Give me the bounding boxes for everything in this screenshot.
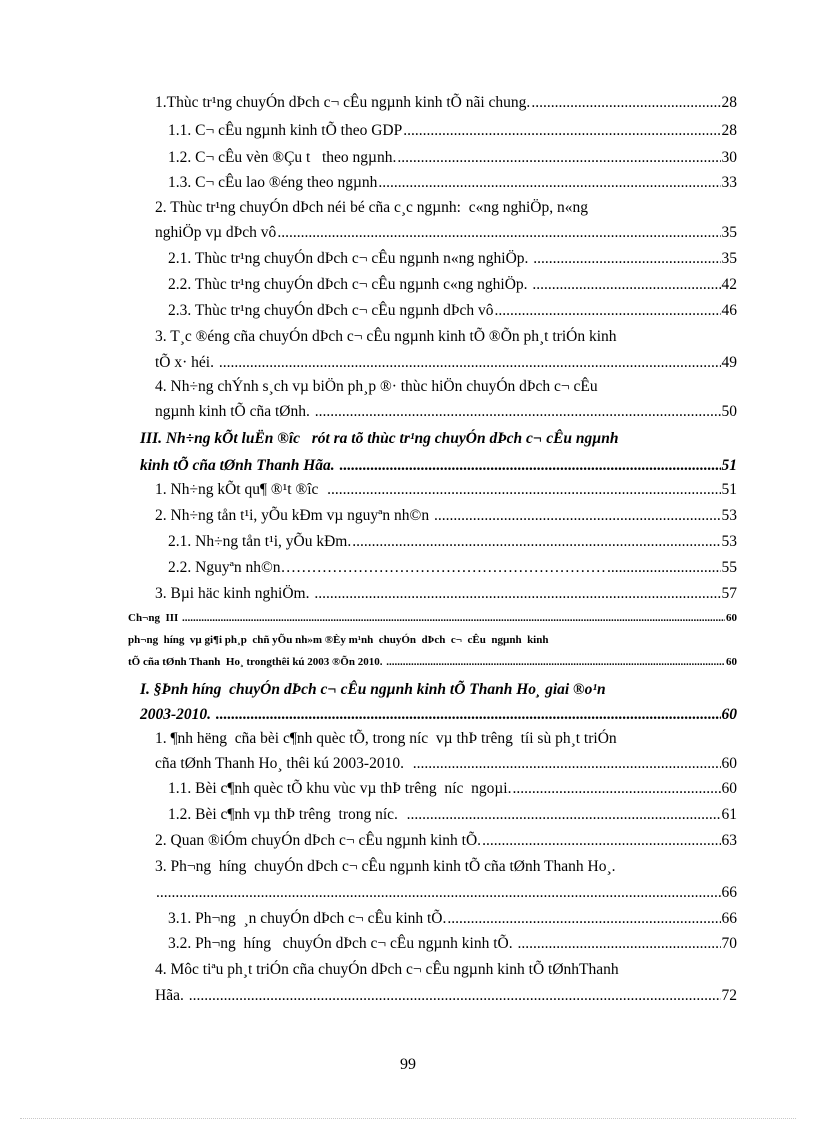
toc-section-heading[interactable] bbox=[0, 424, 816, 454]
toc-page-number: 60 bbox=[721, 706, 737, 723]
toc-page-number: 51 bbox=[721, 481, 737, 498]
toc-entry[interactable] bbox=[0, 116, 816, 146]
toc-page-number: 70 bbox=[721, 935, 737, 952]
toc-entry-text: 4. Nh÷ng chÝnh s¸ch vµ biÖn ph¸p ®· thùc hiÖn chuyÓn dÞch c¬ cÊu bbox=[155, 378, 598, 395]
toc-entry-text: 2. Quan ®iÓm chuyÓn dÞch c¬ cÊu ngµnh kinh tÕ. bbox=[155, 832, 482, 849]
toc-entry-text: 1. ¶nh hëng cña bèi c¶nh quèc tÕ, trong níc vµ thÞ trêng tíi sù ph¸t triÓn bbox=[155, 730, 617, 747]
toc-page-number: 66 bbox=[721, 884, 737, 901]
toc-page-number: 51 bbox=[721, 457, 737, 474]
toc-chapter-entry[interactable] bbox=[0, 607, 816, 629]
toc-entry-text: 2.2. Thùc tr¹ng chuyÓn dÞch c¬ cÊu ngµnh c«ng nghiÖp. bbox=[168, 276, 532, 293]
toc-page-number: 28 bbox=[721, 122, 737, 139]
toc-entry-text: Hãa. bbox=[155, 987, 188, 1004]
toc-page-number: 55 bbox=[721, 559, 737, 576]
toc-entry-text: 2.3. Thùc tr¹ng chuyÓn dÞch c¬ cÊu ngµnh dÞch vô bbox=[168, 302, 494, 319]
toc-entry-text: 1.3. C¬ cÊu lao ®éng theo ngµnh bbox=[168, 174, 378, 191]
toc-entry-text: 3.1. Ph¬ng ¸n chuyÓn dÞch c¬ cÊu kinh tÕ. bbox=[168, 910, 447, 927]
toc-leader-dots bbox=[385, 651, 725, 673]
toc-page-number: 60 bbox=[721, 755, 737, 772]
toc-page-number: 53 bbox=[721, 507, 737, 524]
toc-entry-text: 2003-2010. bbox=[140, 706, 215, 723]
toc-entry-text: 1.Thùc tr¹ng chuyÓn dÞch c¬ cÊu ngµnh kinh tÕ nãi chung. bbox=[155, 94, 531, 111]
toc-entry-text: 2.1. Thùc tr¹ng chuyÓn dÞch c¬ cÊu ngµnh n«ng nghiÖp. bbox=[168, 250, 533, 267]
toc-entry[interactable] bbox=[0, 579, 816, 609]
toc-page-number: 46 bbox=[721, 302, 737, 319]
toc-page-number: 60 bbox=[726, 656, 737, 668]
toc-entry-text: III. Nh÷ng kÕt luËn ®îc rót ra tõ thùc tr¹ng chuyÓn dÞch c¬ cÊu ngµnh bbox=[140, 430, 619, 447]
toc-entry-text: 2. Thùc tr¹ng chuyÓn dÞch néi bé cña c¸c ngµnh: c«ng nghiÖp, n«ng bbox=[155, 199, 588, 216]
toc-entry-text: 3. Bµi häc kinh nghiÖm. bbox=[155, 585, 314, 602]
toc-entry-text: 1.1. Bèi c¶nh quèc tÕ khu vùc vµ thÞ trêng níc ngoµi. bbox=[168, 780, 512, 797]
toc-page-number: 57 bbox=[721, 585, 737, 602]
toc-entry-text: Ch¬ng III bbox=[128, 612, 182, 624]
toc-leader-dots bbox=[530, 88, 720, 118]
toc-entry-text: cña tØnh Thanh Ho¸ thêi kú 2003-2010. bbox=[155, 755, 412, 772]
page-bottom-divider bbox=[20, 1118, 796, 1119]
toc-page-number: 49 bbox=[721, 354, 737, 371]
toc-entry-text: 2.1. Nh÷ng tån t¹i, yÕu kÐm. bbox=[168, 533, 352, 550]
toc-page-number: 30 bbox=[721, 149, 737, 166]
toc-entry-text: 2. Nh÷ng tån t¹i, yÕu kÐm vµ nguyªn nh©n bbox=[155, 507, 433, 524]
toc-entry-text: 3.2. Ph¬ng híng chuyÓn dÞch c¬ cÊu ngµnh kinh tÕ. bbox=[168, 935, 517, 952]
toc-entry-text: 3. T¸c ®éng cña chuyÓn dÞch c¬ cÊu ngµnh kinh tÕ ®Õn ph¸t triÓn kinh bbox=[155, 328, 617, 345]
toc-page-number: 72 bbox=[721, 987, 737, 1004]
toc-leader-dots bbox=[313, 579, 720, 609]
toc-page-number: 53 bbox=[721, 533, 737, 550]
toc-chapter-title-continuation[interactable] bbox=[0, 651, 816, 673]
toc-entry-text: ngµnh kinh tÕ cña tØnh. bbox=[155, 403, 314, 420]
toc-entry-continuation[interactable] bbox=[0, 397, 816, 427]
toc-entry-text: nghiÖp vµ dÞch vô bbox=[155, 224, 277, 241]
toc-entry-text: ph¬ng híng vµ gi¶i ph¸p chñ yÕu nh»m ®Èy m¹nh chuyÓn dÞch c¬ cÊu ngµnh kinh bbox=[128, 634, 549, 646]
toc-entry-text: tÕ cña tØnh Thanh Ho¸ trongthêi kú 2003 ®Õn 2010. bbox=[128, 656, 386, 668]
toc-entry-text: 2.2. Nguyªn nh©n……………………………………………………… bbox=[168, 559, 606, 576]
toc-page-number: 42 bbox=[721, 276, 737, 293]
toc-page-number: 63 bbox=[721, 832, 737, 849]
toc-entry-text: kinh tÕ cña tØnh Thanh Hãa. bbox=[140, 457, 339, 474]
toc-entry-continuation[interactable] bbox=[0, 981, 816, 1011]
toc-entry-text: 4. Môc tiªu ph¸t triÓn cña chuyÓn dÞch c¬ cÊu ngµnh kinh tÕ tØnhThanh bbox=[155, 961, 619, 978]
toc-entry-text: 3. Ph¬ng híng chuyÓn dÞch c¬ cÊu ngµnh kinh tÕ cña tØnh Thanh Ho¸. bbox=[155, 858, 616, 875]
toc-entry[interactable] bbox=[0, 88, 816, 118]
toc-entry-text: 1.2. C¬ cÊu vèn ®Çu t theo ngµnh. bbox=[168, 149, 397, 166]
toc-entry-text: 1.1. C¬ cÊu ngµnh kinh tÕ theo GDP bbox=[168, 122, 403, 139]
toc-entry-text: tÕ x· héi. bbox=[155, 354, 218, 371]
toc-chapter-title[interactable] bbox=[0, 629, 816, 651]
toc-leader-dots bbox=[188, 981, 721, 1011]
toc-leader-dots bbox=[314, 397, 721, 427]
toc-page-number: 28 bbox=[721, 94, 737, 111]
toc-leader-dots bbox=[181, 607, 725, 629]
toc-entry-text: 1.2. Bèi c¶nh vµ thÞ trêng trong níc. bbox=[168, 806, 406, 823]
toc-page-number: 61 bbox=[721, 806, 737, 823]
page-number: 99 bbox=[400, 1056, 416, 1073]
toc-page-number: 35 bbox=[721, 250, 737, 267]
toc-entry-text: I. §Þnh híng chuyÓn dÞch c¬ cÊu ngµnh kinh tÕ Thanh Ho¸ giai ®o¹n bbox=[140, 681, 606, 698]
toc-page-number: 60 bbox=[721, 780, 737, 797]
toc-page-number: 60 bbox=[726, 612, 737, 624]
toc-page-number: 35 bbox=[721, 224, 737, 241]
toc-entry-text: 1. Nh÷ng kÕt qu¶ ®¹t ®îc bbox=[155, 481, 327, 498]
toc-page-number: 50 bbox=[721, 403, 737, 420]
toc-leader-dots bbox=[402, 116, 720, 146]
toc-page-number: 66 bbox=[721, 910, 737, 927]
toc-page-number: 33 bbox=[721, 174, 737, 191]
